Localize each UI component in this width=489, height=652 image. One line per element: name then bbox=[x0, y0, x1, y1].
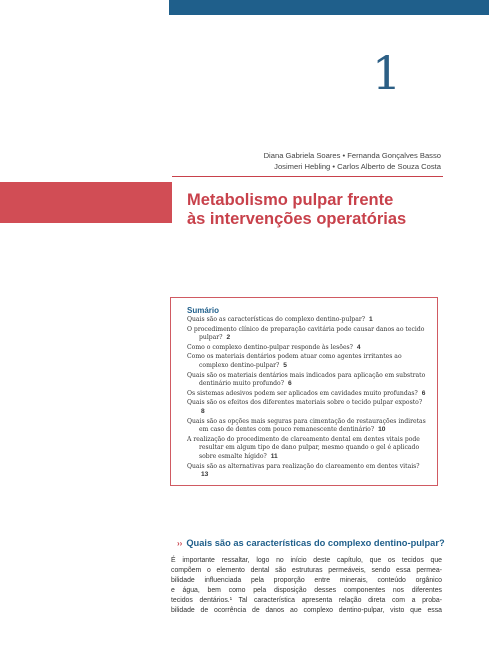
title-rule bbox=[172, 176, 443, 177]
summary-item[interactable] bbox=[187, 326, 429, 343]
summary-item-text: Como os materiais dentários podem atuar como agentes irritantes ao complexo dentino-pulpar? bbox=[187, 353, 402, 369]
summary-item-page: 10 bbox=[378, 426, 386, 434]
summary-item-text: O procedimento clínico de preparação cavitária pode causar danos ao tecido pulpar? bbox=[187, 325, 425, 342]
summary-item-text: Como o complexo dentino-pulpar responde às lesões? bbox=[187, 343, 353, 351]
author-list bbox=[264, 151, 441, 172]
summary-item-page: 11 bbox=[270, 452, 278, 460]
body-line: É importante ressaltar, logo no início deste capítulo, que os tecidos que bbox=[171, 557, 442, 564]
summary-item[interactable] bbox=[187, 399, 429, 416]
author-line-2: Josimeri Hebling • Carlos Alberto de Souza Costa bbox=[274, 161, 441, 171]
summary-item[interactable] bbox=[187, 418, 429, 435]
body-line: e água, bem como pela disposição desses componentes nos diferentes bbox=[171, 586, 442, 594]
summary-item-page: 13 bbox=[201, 471, 209, 479]
summary-item-text: Quais são as características do complexo dentino-pulpar? bbox=[187, 316, 366, 323]
summary-item-text: Os sistemas adesivos podem ser aplicados em cavidades muito profundas? bbox=[187, 389, 418, 397]
summary-item-page: 2 bbox=[226, 334, 231, 342]
summary-item-text: Quais são os efeitos dos diferentes materiais sobre o tecido pulpar exposto? bbox=[187, 399, 423, 407]
summary-item-text: Quais são os materiais dentários mais indicados para aplicação em substrato dentinário muito profundo? bbox=[187, 371, 426, 388]
summary-box bbox=[170, 297, 438, 486]
summary-item-page: 1 bbox=[368, 316, 373, 323]
body-line: bilidade influenciada pela proporção entre minerais, conteúdo orgânico bbox=[171, 576, 442, 584]
title-accent-block bbox=[0, 182, 172, 223]
section-heading-text: Quais são as características do complexo dentino-pulpar? bbox=[186, 538, 445, 548]
summary-item-page: 6 bbox=[421, 389, 426, 397]
summary-item[interactable] bbox=[187, 390, 429, 399]
summary-item[interactable] bbox=[187, 316, 429, 325]
summary-item[interactable] bbox=[187, 463, 429, 480]
summary-item-page: 5 bbox=[283, 361, 287, 369]
summary-item-text: Quais são as alternativas para realização do clareamento em dentes vitais? bbox=[187, 462, 420, 470]
summary-item-page: 6 bbox=[287, 380, 292, 388]
summary-list bbox=[187, 316, 429, 480]
chapter-number: 1 bbox=[372, 46, 402, 100]
author-line-1: Diana Gabriela Soares • Fernanda Gonçalves Basso bbox=[263, 151, 441, 160]
summary-item[interactable] bbox=[187, 372, 429, 389]
chapter-title bbox=[187, 191, 406, 229]
summary-item-page: 4 bbox=[356, 343, 361, 351]
summary-item[interactable] bbox=[187, 344, 429, 353]
chapter-title-line-2: às intervenções operatórias bbox=[187, 210, 407, 228]
body-line: compõem o elemento dental são estruturas permeáveis, sendo essa permea- bbox=[171, 566, 442, 574]
section-heading bbox=[177, 538, 445, 549]
body-paragraph bbox=[171, 556, 442, 615]
top-color-bar bbox=[169, 0, 489, 15]
chapter-title-line-1: Metabolismo pulpar frente bbox=[187, 191, 394, 209]
summary-heading: Sumário bbox=[187, 306, 220, 315]
summary-item-page: 8 bbox=[201, 407, 205, 415]
summary-item-text: A realização do procedimento de clareamento dental em dentes vitais pode resultar em algum tipo de dano pulpar, mesmo quando o gel é aplicado sobre esmalte hígido? bbox=[187, 435, 420, 460]
summary-item-text: Quais são as opções mais seguras para cimentação de restaurações indiretas em caso de dentes com pouco remanescente dentinário? bbox=[187, 417, 426, 434]
summary-item[interactable] bbox=[187, 353, 429, 370]
body-line: bilidade de ocorrência de danos ao complexo dentino-pulpar, visto que essa bbox=[171, 606, 442, 614]
body-line: tecidos dentários.¹ Tal característica apresenta relação direta com a proba- bbox=[171, 596, 442, 604]
summary-item[interactable] bbox=[187, 436, 429, 462]
section-marker-icon: ›› bbox=[177, 539, 183, 548]
